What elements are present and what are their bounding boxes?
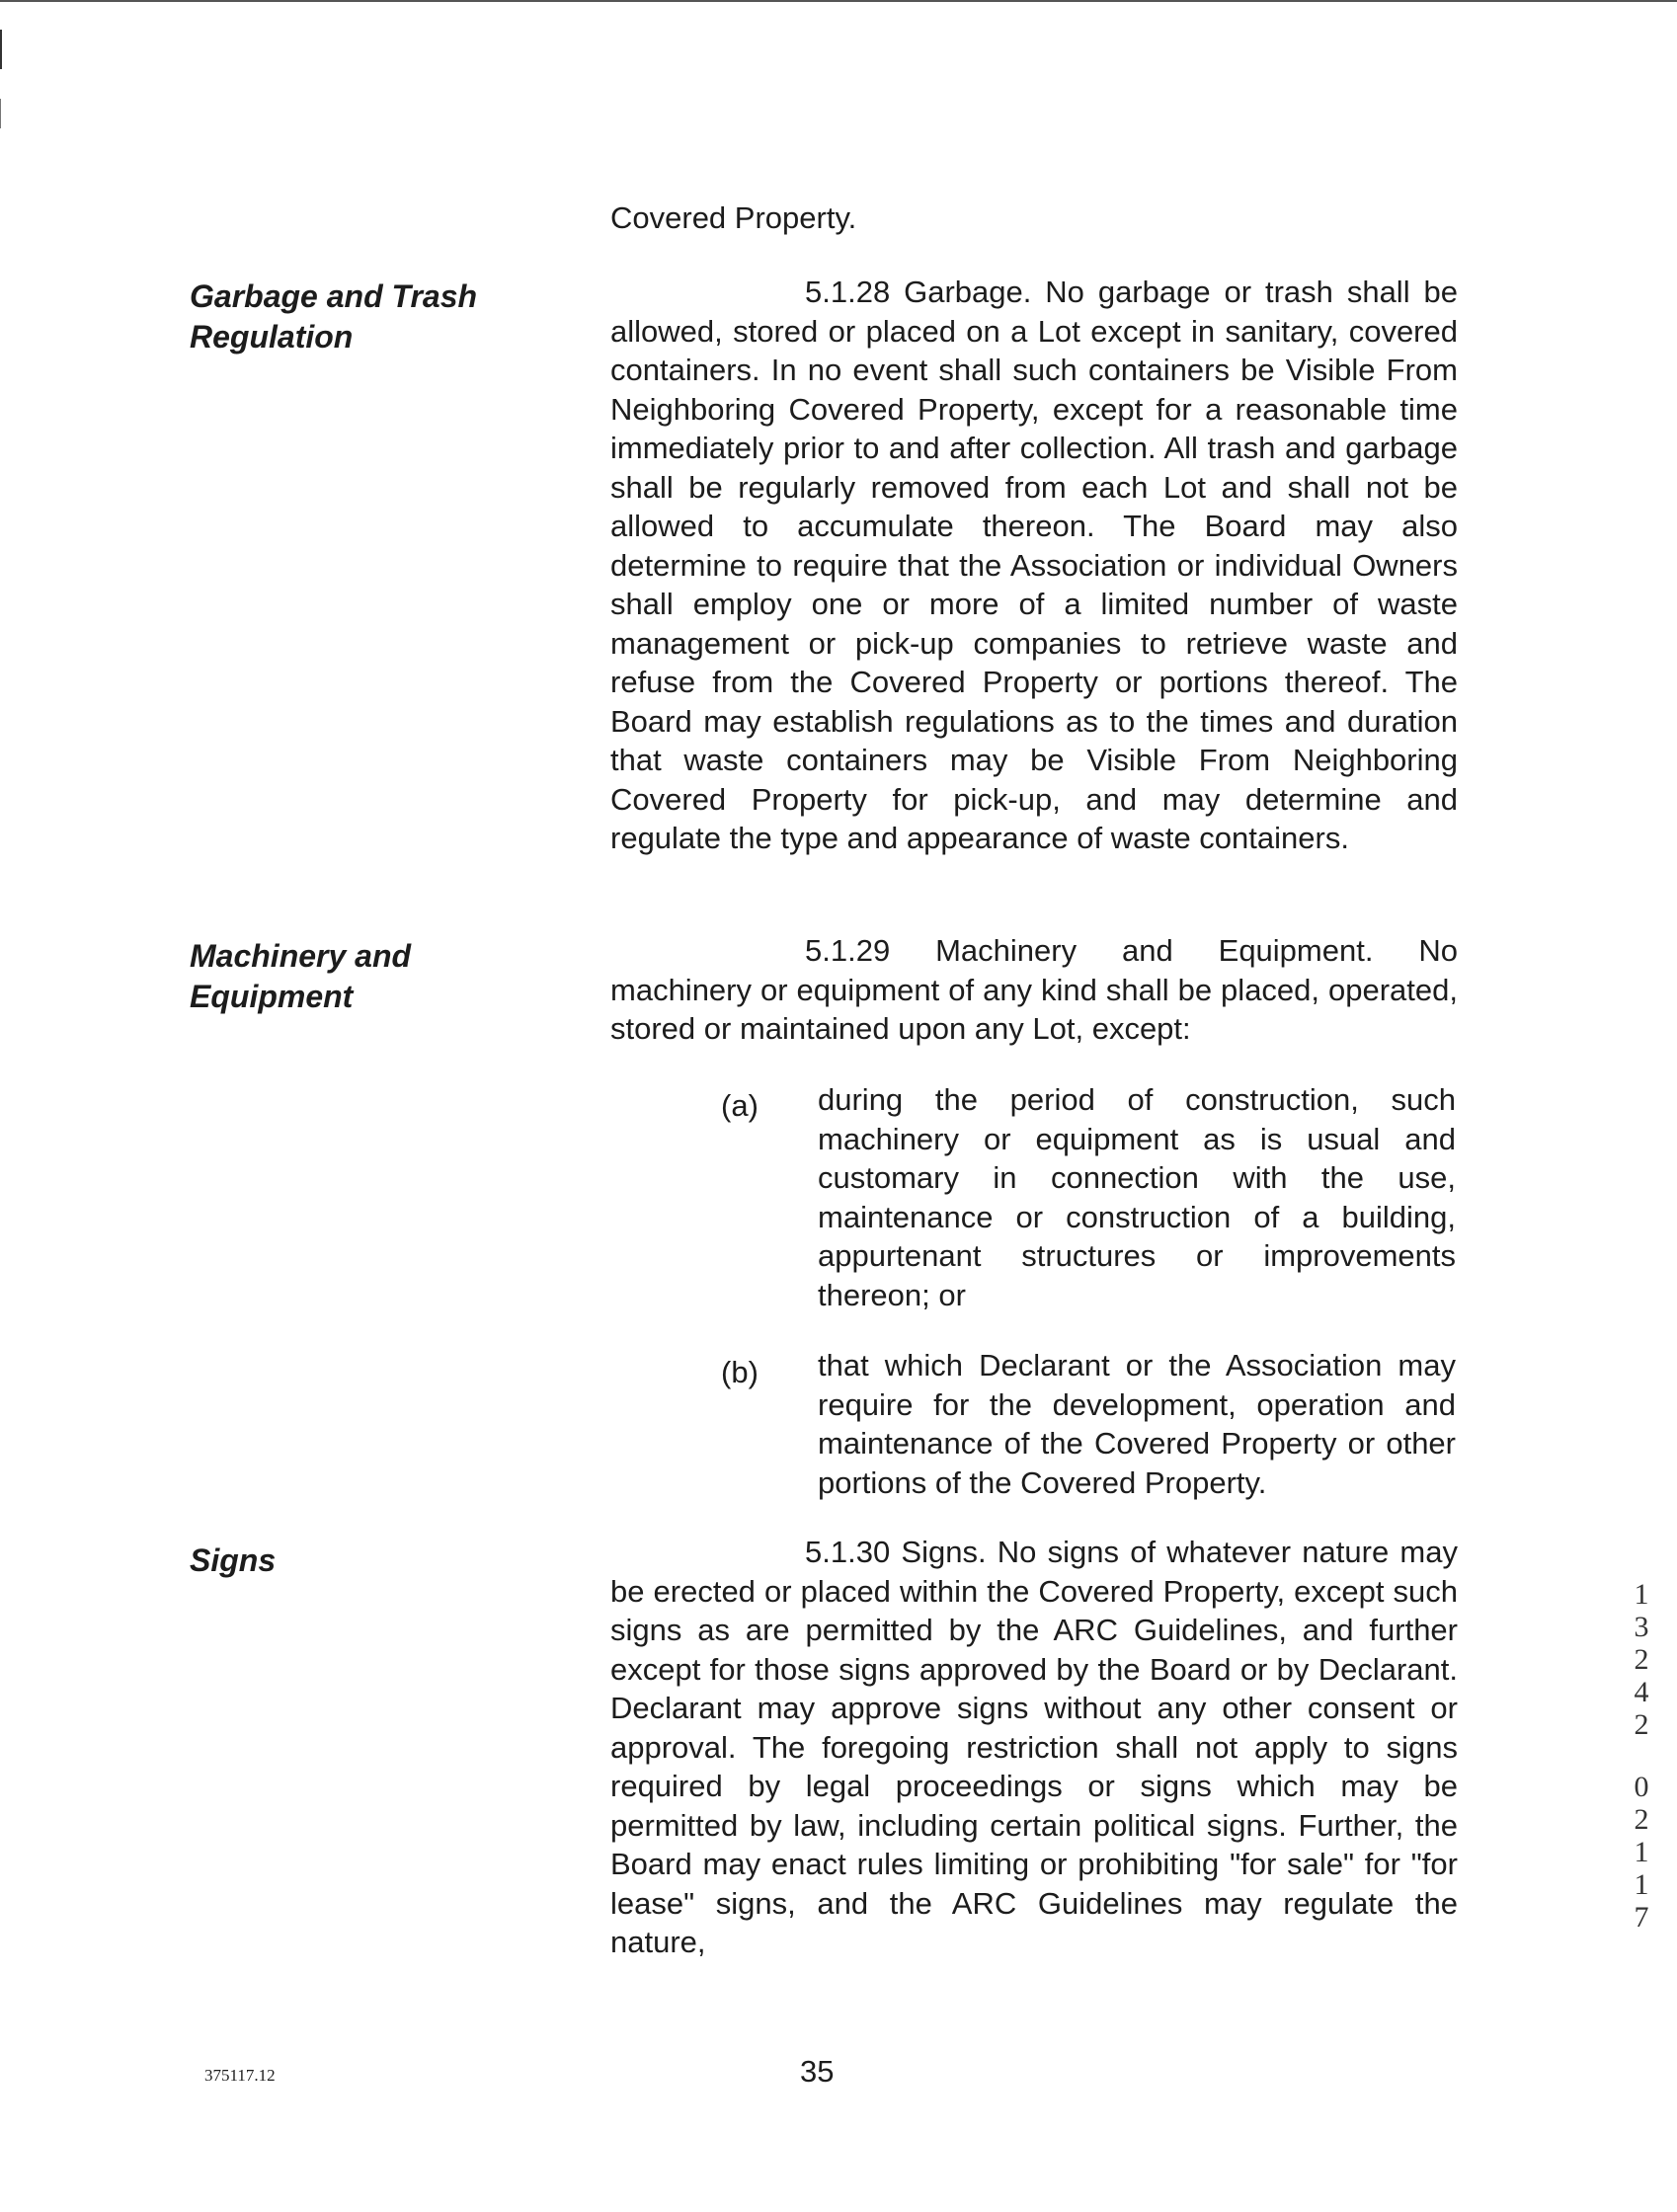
recording-digit: 1 bbox=[1634, 1836, 1649, 1868]
recording-digit: 2 bbox=[1634, 1803, 1649, 1836]
section-5-1-28-garbage: 5.1.28 Garbage. No garbage or trash shall be allowed, stored or placed on a Lot except in sanitary, covered containers. In no event shall such containers be Visible From Neighboring Covered Property, except for a reasonable time immediately prior to and after collection. All trash and garbage shall be regularly removed from each Lot and shall not be allowed to accumulate thereon. The Board may also determine to require that the Association or individual Owners shall employ one or more of a limited number of waste management or pick-up companies to retrieve waste and refuse from the Covered Property or portions thereof. The Board may establish regulations as to the times and duration that waste containers may be Visible From Neighboring Covered Property for pick-up, and may determine and regulate the type and appearance of waste containers. bbox=[610, 275, 1458, 855]
recording-digit: 1 bbox=[1634, 1868, 1649, 1901]
section-5-1-30-signs: 5.1.30 Signs. No signs of whatever nature may be erected or placed within the Covered Property, except such signs as are permitted by the ARC Guidelines, and further except for those signs approved by the Board or by Declarant. Declarant may approve signs without any other consent or approval. The foregoing restriction shall not apply to signs required by legal proceedings or signs which may be permitted by law, including certain political signs. Further, the Board may enact rules limiting or prohibiting "for sale" for "for lease" signs, and the ARC Guidelines may regulate the nature, bbox=[610, 1535, 1458, 1959]
recording-digit: 1 bbox=[1634, 1578, 1649, 1611]
recording-digit: 4 bbox=[1634, 1676, 1649, 1708]
item-label-b: (b) bbox=[721, 1355, 759, 1389]
carryover-text: Covered Property. bbox=[610, 200, 857, 235]
recording-digit: 0 bbox=[1634, 1771, 1649, 1803]
page-number: 35 bbox=[800, 2054, 835, 2089]
heading-machinery: Machinery and Equipment bbox=[190, 938, 412, 1014]
recording-number bbox=[1622, 1578, 1661, 1934]
item-label-a: (a) bbox=[721, 1088, 759, 1123]
recording-digit: 7 bbox=[1634, 1901, 1649, 1934]
left-scan-mark-2 bbox=[0, 99, 1, 128]
section-5-1-29-machinery: 5.1.29 Machinery and Equipment. No machinery or equipment of any kind shall be placed, operated, stored or maintained upon any Lot, except: bbox=[610, 933, 1458, 1046]
heading-signs: Signs bbox=[190, 1542, 277, 1578]
heading-garbage: Garbage and Trash Regulation bbox=[190, 278, 478, 355]
item-text-b: that which Declarant or the Association may require for the development, operation and maintenance of the Covered Property or other portions of the Covered Property. bbox=[818, 1348, 1456, 1500]
recording-digit: 2 bbox=[1634, 1643, 1649, 1676]
recording-digit: 3 bbox=[1634, 1611, 1649, 1643]
document-id: 375117.12 bbox=[204, 2066, 276, 2085]
left-scan-mark bbox=[0, 30, 2, 69]
recording-digit: 2 bbox=[1634, 1708, 1649, 1741]
item-text-a: during the period of construction, such machinery or equipment as is usual and customary in connection with the use, maintenance or construction of a building, appurtenant structures or improvements thereon; or bbox=[818, 1082, 1456, 1312]
top-scan-edge bbox=[0, 0, 1677, 2]
